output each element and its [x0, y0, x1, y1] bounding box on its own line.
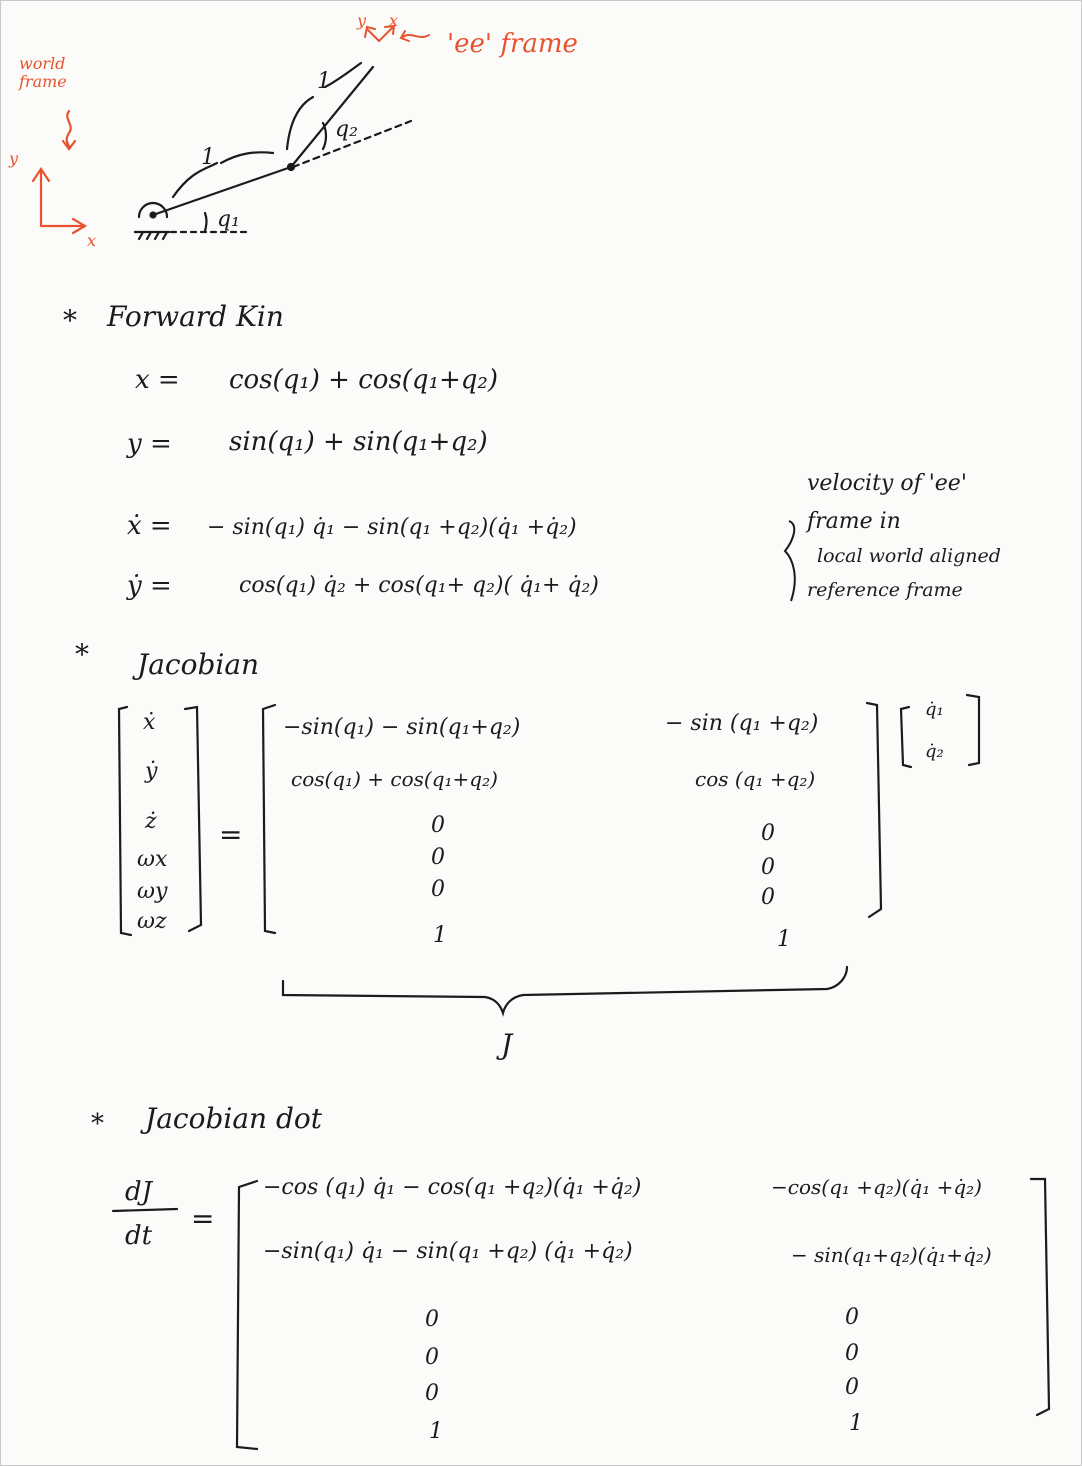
fk-note-line-2: frame in: [807, 509, 901, 534]
jacobian-r3c2: 0: [761, 821, 775, 846]
jacobian-r2c1: cos(q₁) + cos(q₁+q₂): [291, 767, 498, 791]
fk-note-line-1: velocity of 'ee': [807, 471, 967, 496]
jacobian-lhs-zdot: ż: [145, 809, 157, 834]
jacobian-r6c1: 1: [433, 923, 447, 948]
jacobian-r5c2: 0: [761, 885, 775, 910]
jdot-r1c1: −cos (q₁) q̇₁ − cos(q₁ +q₂)(q̇₁ +q̇₂): [263, 1175, 642, 1200]
jdot-r3c1: 0: [425, 1307, 439, 1332]
dj-dt-numerator: dJ: [125, 1177, 153, 1207]
fk-x-rhs: cos(q₁) + cos(q₁+q₂): [229, 365, 498, 395]
jdot-r1c2: −cos(q₁ +q₂)(q̇₁ +q̇₂): [771, 1175, 982, 1199]
angle-q2-label: q₂: [335, 117, 358, 142]
jdot-r6c1: 1: [429, 1419, 443, 1444]
fk-note-line-3: local world aligned: [817, 545, 1001, 567]
world-axis-y-label: y: [9, 149, 19, 168]
jacobian-heading: Jacobian: [137, 648, 260, 681]
jdot-r2c2: − sin(q₁+q₂)(q̇₁+q̇₂): [791, 1243, 992, 1267]
jacobian-bullet: *: [75, 638, 89, 671]
world-frame-label: world frame: [19, 54, 67, 91]
jacobian-dot-bullet: *: [91, 1109, 104, 1139]
world-axis-x-label: x: [87, 231, 97, 250]
jacobian-equals: =: [219, 818, 243, 851]
jacobian-lhs-xdot: ẋ: [143, 710, 156, 735]
jacobian-lhs-wy: ωy: [137, 879, 168, 904]
angle-q1-label: q₁: [217, 207, 240, 232]
jacobian-r4c1: 0: [431, 845, 445, 870]
jacobian-r6c2: 1: [777, 927, 791, 952]
fk-x-lhs: x =: [135, 365, 180, 395]
fk-y-rhs: sin(q₁) + sin(q₁+q₂): [229, 427, 488, 457]
jacobian-lhs-wz: ωz: [137, 909, 167, 934]
jacobian-r3c1: 0: [431, 813, 445, 838]
forward-kin-heading: Forward Kin: [107, 300, 284, 333]
jdot-r3c2: 0: [845, 1305, 859, 1330]
link1-length-label: 1: [201, 145, 215, 170]
jdot-r5c2: 0: [845, 1375, 859, 1400]
jacobian-lhs-wx: ωx: [137, 847, 168, 872]
jacobian-brace-label: J: [501, 1028, 513, 1061]
qvec-q2dot: q̇₂: [925, 741, 944, 762]
link2-length-label: 1: [317, 69, 331, 94]
fk-ydot-lhs: ẏ =: [127, 571, 172, 601]
jacobian-dot-equals: =: [191, 1202, 215, 1235]
ee-axis-x-label: x: [389, 11, 399, 30]
jacobian-r5c1: 0: [431, 877, 445, 902]
jdot-r5c1: 0: [425, 1381, 439, 1406]
jdot-r6c2: 1: [849, 1411, 863, 1436]
fk-y-lhs: y =: [127, 429, 172, 459]
forward-kin-bullet: *: [63, 304, 77, 337]
jacobian-r2c2: cos (q₁ +q₂): [695, 767, 816, 791]
jdot-r4c2: 0: [845, 1341, 859, 1366]
fk-xdot-rhs: − sin(q₁) q̇₁ − sin(q₁ +q₂)(q̇₁ +q̇₂): [207, 515, 577, 540]
jdot-r4c1: 0: [425, 1345, 439, 1370]
jacobian-r1c1: −sin(q₁) − sin(q₁+q₂): [283, 715, 521, 740]
jacobian-lhs-ydot: ẏ: [145, 759, 158, 784]
fk-ydot-rhs: cos(q₁) q̇₂ + cos(q₁+ q₂)( q̇₁+ q̇₂): [239, 573, 599, 598]
fk-xdot-lhs: ẋ =: [127, 511, 172, 541]
ee-frame-label: 'ee' frame: [447, 29, 578, 59]
jdot-r2c1: −sin(q₁) q̇₁ − sin(q₁ +q₂) (q̇₁ +q̇₂): [263, 1239, 633, 1264]
jacobian-dot-heading: Jacobian dot: [145, 1102, 322, 1135]
jacobian-r4c2: 0: [761, 855, 775, 880]
fk-note-line-4: reference frame: [807, 579, 963, 601]
dj-dt-denominator: dt: [125, 1221, 153, 1251]
qvec-q1dot: q̇₁: [925, 699, 944, 720]
ee-axis-y-label: y: [357, 11, 367, 30]
jacobian-r1c2: − sin (q₁ +q₂): [665, 711, 819, 736]
